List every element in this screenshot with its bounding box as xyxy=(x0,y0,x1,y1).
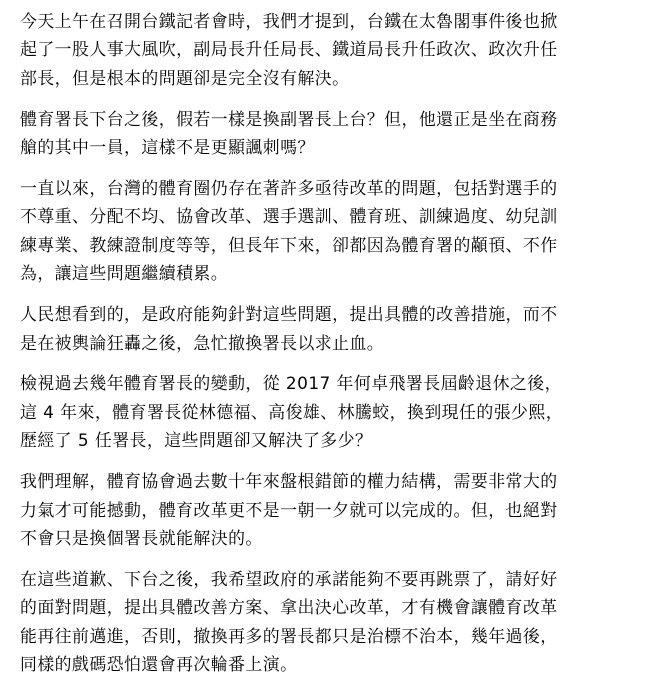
text-line: 一直以來，台灣的體育圈仍存在著許多亟待改革的問題，包括對選手的 xyxy=(20,178,558,199)
post-paragraph-3 xyxy=(20,174,652,288)
post-paragraph-4 xyxy=(20,300,652,357)
post-body xyxy=(20,7,652,691)
text-line: 的面對問題，提出具體改善方案、拿出決心改革，才有機會讓體育改革 xyxy=(20,597,558,618)
post-paragraph-2 xyxy=(20,105,652,162)
text-line: 力氣才可能撼動，體育改革更不是一朝一夕就可以完成的。但，也絕對 xyxy=(20,499,558,520)
post-paragraph-6 xyxy=(20,467,652,552)
text-line: 在這些道歉、下台之後，我希望政府的承諾能夠不要再跳票了，請好好 xyxy=(20,568,558,589)
text-line: 是在被輿論狂轟之後，急忙撤換署長以求止血。 xyxy=(20,332,385,353)
text-line: 為，讓這些問題繼續積累。 xyxy=(20,263,229,284)
text-line: 能再往前邁進，否則，撤換再多的署長都只是治標不治本，幾年過後， xyxy=(20,625,558,646)
text-line: 這 4 年來，體育署長從林德福、高俊雄、林騰蛟，換到現任的張少熙， xyxy=(20,401,564,422)
text-line: 檢視過去幾年體育署長的變動，從 2017 年何卓飛署長屆齡退休之後， xyxy=(20,373,562,394)
text-line: 起了一股人事大風吹，副局長升任局長、鐵道局長升任政次、政次升任 xyxy=(20,39,558,60)
post-paragraph-1 xyxy=(20,7,652,92)
text-line: 不會只是換個署長就能解決的。 xyxy=(20,528,263,548)
text-line: 練專業、教練證制度等等，但長年下來，卻都因為體育署的顢頇、不作 xyxy=(20,234,558,255)
text-line: 艙的其中一員，這樣不是更顯諷刺嗎？ xyxy=(20,137,315,158)
text-line: 歷經了 5 任署長，這些問題卻又解決了多少？ xyxy=(20,430,373,451)
text-line: 今天上午在召開台鐵記者會時，我們才提到，台鐵在太魯閣事件後也掀 xyxy=(20,11,558,31)
text-line: 我們理解，體育協會過去數十年來盤根錯節的權力結構，需要非常大的 xyxy=(20,471,558,492)
text-line: 部長，但是根本的問題卻是完全沒有解決。 xyxy=(20,67,350,88)
text-line: 體育署長下台之後，假若一樣是換副署長上台？但，他還正是坐在商務 xyxy=(20,108,558,129)
text-line: 人民想看到的，是政府能夠針對這些問題，提出具體的改善措施，而不 xyxy=(20,304,558,325)
text-line: 同樣的戲碼恐怕還會再次輪番上演。 xyxy=(20,654,298,675)
post-paragraph-5 xyxy=(20,369,652,454)
text-line: 不尊重、分配不均、協會改革、選手選訓、體育班、訓練過度、幼兒訓 xyxy=(20,206,558,227)
post-paragraph-7 xyxy=(20,565,652,679)
